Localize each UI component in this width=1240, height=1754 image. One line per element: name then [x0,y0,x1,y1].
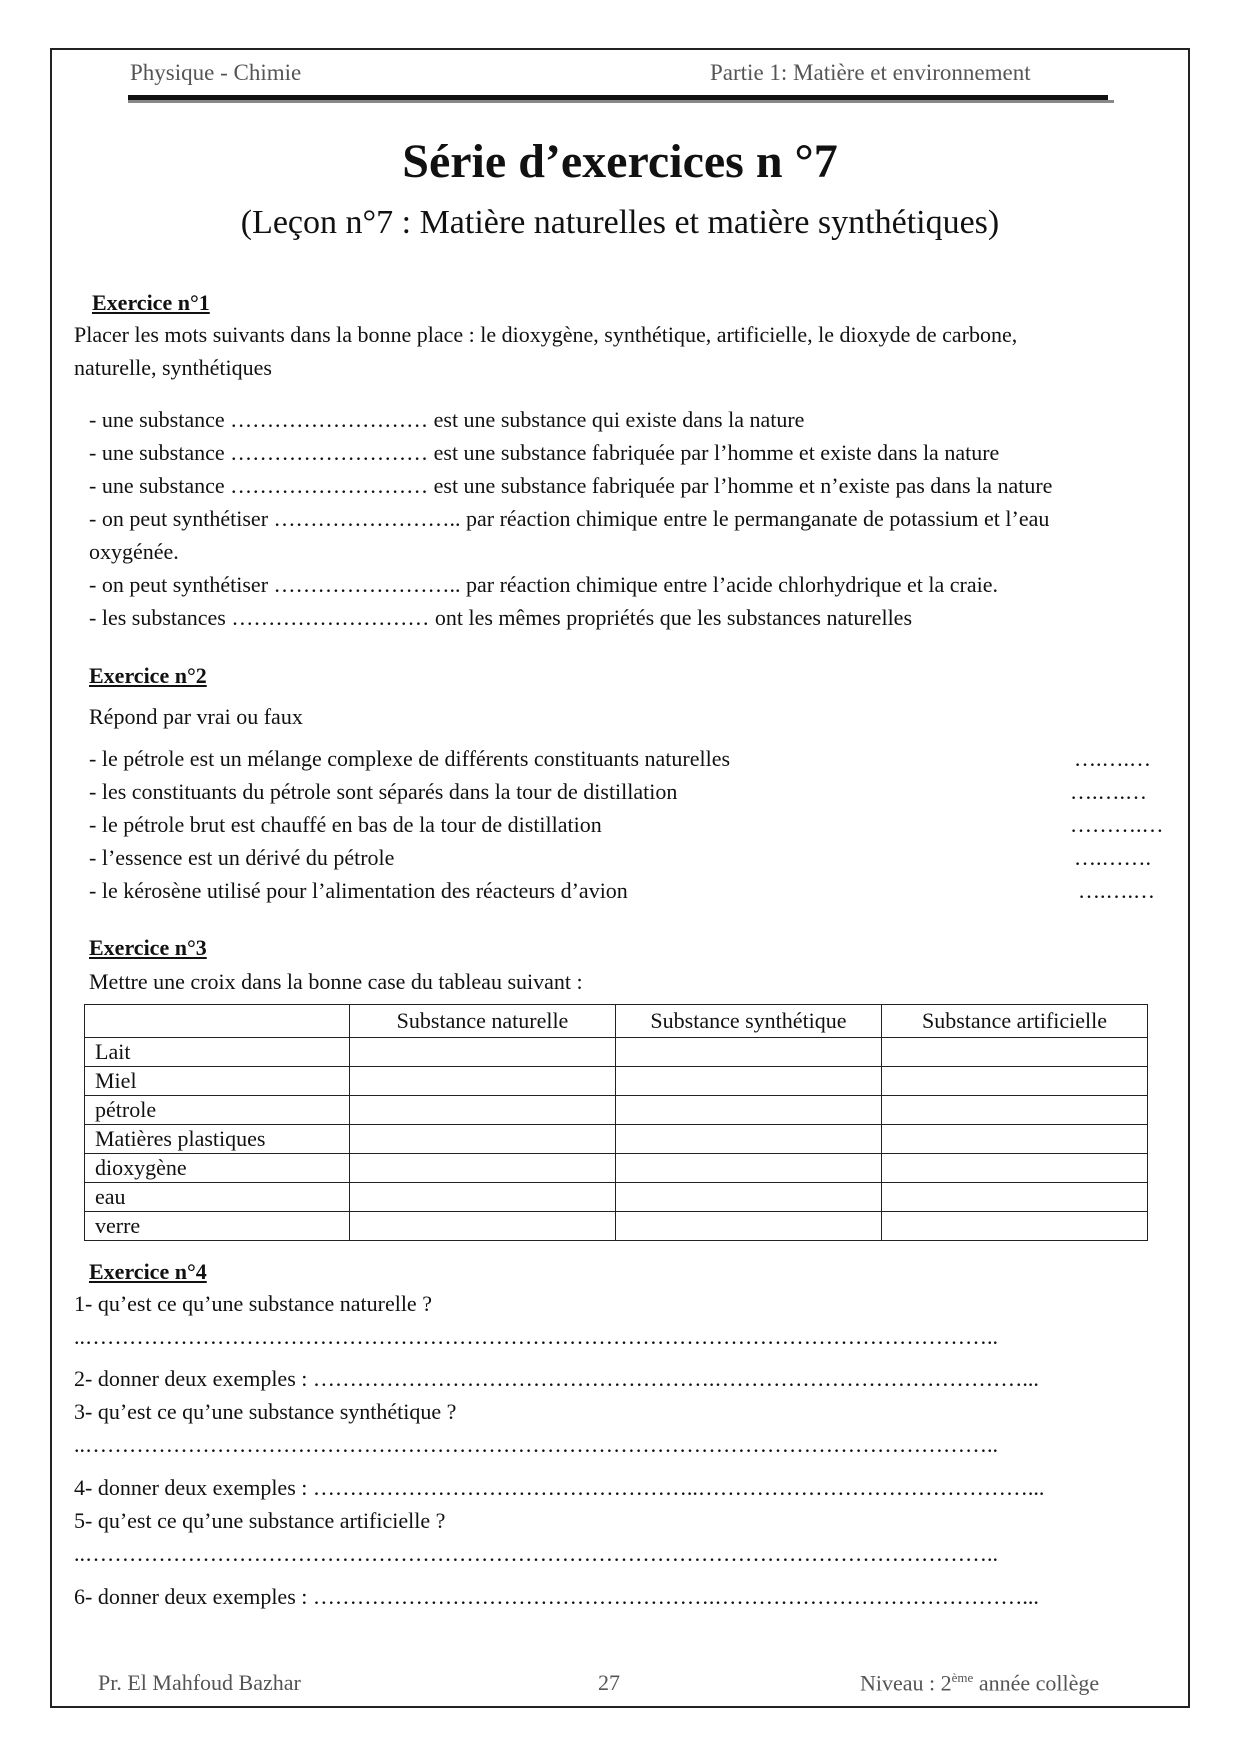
exercise-4-answer-line: ..…………………………………………………………………………………………………………….. [74,1541,998,1566]
table-row [85,1038,1148,1067]
answer-cell[interactable] [616,1038,882,1067]
exercise-1-line: - une substance ……………………… est une substance fabriquée par l’homme et n’existe pas dans la nature [89,473,1053,498]
exercise-2-answer-blank: ……….… [1070,812,1164,837]
header-part: Partie 1: Matière et environnement [710,60,1031,85]
classification-table [84,1004,1148,1241]
exercise-4-answer-line: ..…………………………………………………………………………………………………………….. [74,1432,998,1457]
header-subject: Physique - Chimie [130,60,302,85]
table-header-cell: Substance naturelle [350,1005,616,1038]
answer-cell[interactable] [616,1154,882,1183]
answer-cell[interactable] [350,1067,616,1096]
exercise-3-title: Exercice n°3 [89,935,207,960]
answer-cell[interactable] [882,1183,1148,1212]
table-header-cell: Substance artificielle [882,1005,1148,1038]
answer-cell[interactable] [882,1125,1148,1154]
answer-cell[interactable] [350,1038,616,1067]
answer-cell[interactable] [882,1038,1148,1067]
answer-cell[interactable] [882,1212,1148,1241]
exercise-2-title: Exercice n°2 [89,663,207,688]
exercise-2-answer-blank: ….……. [1074,845,1151,870]
exercise-2-item: - le pétrole brut est chauffé en bas de la tour de distillation [89,812,602,837]
footer-page-number: 27 [598,1670,620,1695]
footer-level [860,1670,1099,1696]
exercise-1-intro-cont: naturelle, synthétiques [74,355,272,380]
exercise-4-question: 1- qu’est ce qu’une substance naturelle ? [74,1291,432,1316]
exercise-4-question: 6- donner deux exemples : ……………………………………………….……………………………………... [74,1584,1039,1609]
table-header-cell: Substance synthétique [616,1005,882,1038]
row-label: Matières plastiques [85,1125,350,1154]
page-subtitle: (Leçon n°7 : Matière naturelles et matière synthétiques) [240,204,1000,241]
exercise-4-answer-line: ..…………………………………………………………………………………………………………….. [74,1324,998,1349]
row-label: Miel [85,1067,350,1096]
exercise-2-answer-blank: ….….… [1078,878,1155,903]
table-row [85,1212,1148,1241]
exercise-2-intro: Répond par vrai ou faux [89,704,303,729]
exercise-2-item: - les constituants du pétrole sont séparés dans la tour de distillation [89,779,678,804]
row-label: eau [85,1183,350,1212]
answer-cell[interactable] [882,1067,1148,1096]
exercise-2-item: - l’essence est un dérivé du pétrole [89,845,395,870]
footer-level-suffix: année collège [973,1670,1100,1696]
row-label: dioxygène [85,1154,350,1183]
table-row [85,1125,1148,1154]
exercise-1-line: - on peut synthétiser …………………….. par réaction chimique entre le permanganate de potassium et l’eau [89,506,1050,531]
answer-cell[interactable] [350,1212,616,1241]
footer-level-prefix: Niveau : 2 [860,1670,952,1696]
exercise-1-line: - les substances ……………………… ont les mêmes propriétés que les substances naturelles [89,605,913,630]
header-rule-shadow [128,100,1114,103]
exercise-2-item: - le kérosène utilisé pour l’alimentation des réacteurs d’avion [89,878,628,903]
exercise-3-intro: Mettre une croix dans la bonne case du tableau suivant : [89,969,583,994]
exercise-4-question: 3- qu’est ce qu’une substance synthétique ? [74,1399,457,1424]
answer-cell[interactable] [616,1096,882,1125]
table-row [85,1067,1148,1096]
answer-cell[interactable] [882,1154,1148,1183]
table-row [85,1154,1148,1183]
exercise-1-line: - on peut synthétiser …………………….. par réaction chimique entre l’acide chlorhydrique et la craie. [89,572,999,597]
answer-cell[interactable] [350,1183,616,1212]
answer-cell[interactable] [616,1067,882,1096]
row-label: verre [85,1212,350,1241]
exercise-1-line: - une substance ……………………… est une substance fabriquée par l’homme et existe dans la nature [89,440,1000,465]
footer-author: Pr. El Mahfoud Bazhar [98,1670,301,1695]
exercise-4-question: 5- qu’est ce qu’une substance artificielle ? [74,1508,446,1533]
table-row [85,1183,1148,1212]
exercise-2-answer-blank: ….….… [1074,746,1151,771]
exercise-4-title: Exercice n°4 [89,1259,207,1284]
exercise-4-question: 2- donner deux exemples : ……………………………………………….……………………………………... [74,1366,1039,1391]
exercise-1-intro: Placer les mots suivants dans la bonne place : le dioxygène, synthétique, artificielle, le dioxyde de carbone, [74,322,1018,347]
answer-cell[interactable] [882,1096,1148,1125]
row-label: pétrole [85,1096,350,1125]
row-label: Lait [85,1038,350,1067]
exercise-2-item: - le pétrole est un mélange complexe de différents constituants naturelles [89,746,731,771]
answer-cell[interactable] [350,1096,616,1125]
footer-level-sup: ème [951,1670,974,1685]
exercise-1-line: - une substance ……………………… est une substance qui existe dans la nature [89,407,805,432]
exercise-4-question: 4- donner deux exemples : ……………………………………………..………………………………………... [74,1475,1045,1500]
exercise-2-answer-blank: ….….… [1070,779,1147,804]
answer-cell[interactable] [616,1125,882,1154]
table-header-row [85,1005,1148,1038]
table-header-cell [85,1005,350,1038]
answer-cell[interactable] [616,1183,882,1212]
table-row [85,1096,1148,1125]
answer-cell[interactable] [350,1125,616,1154]
answer-cell[interactable] [350,1154,616,1183]
exercise-1-title: Exercice n°1 [92,290,210,315]
answer-cell[interactable] [616,1212,882,1241]
page-title: Série d’exercices n °7 [402,135,838,188]
exercise-1-line: oxygénée. [89,539,179,564]
